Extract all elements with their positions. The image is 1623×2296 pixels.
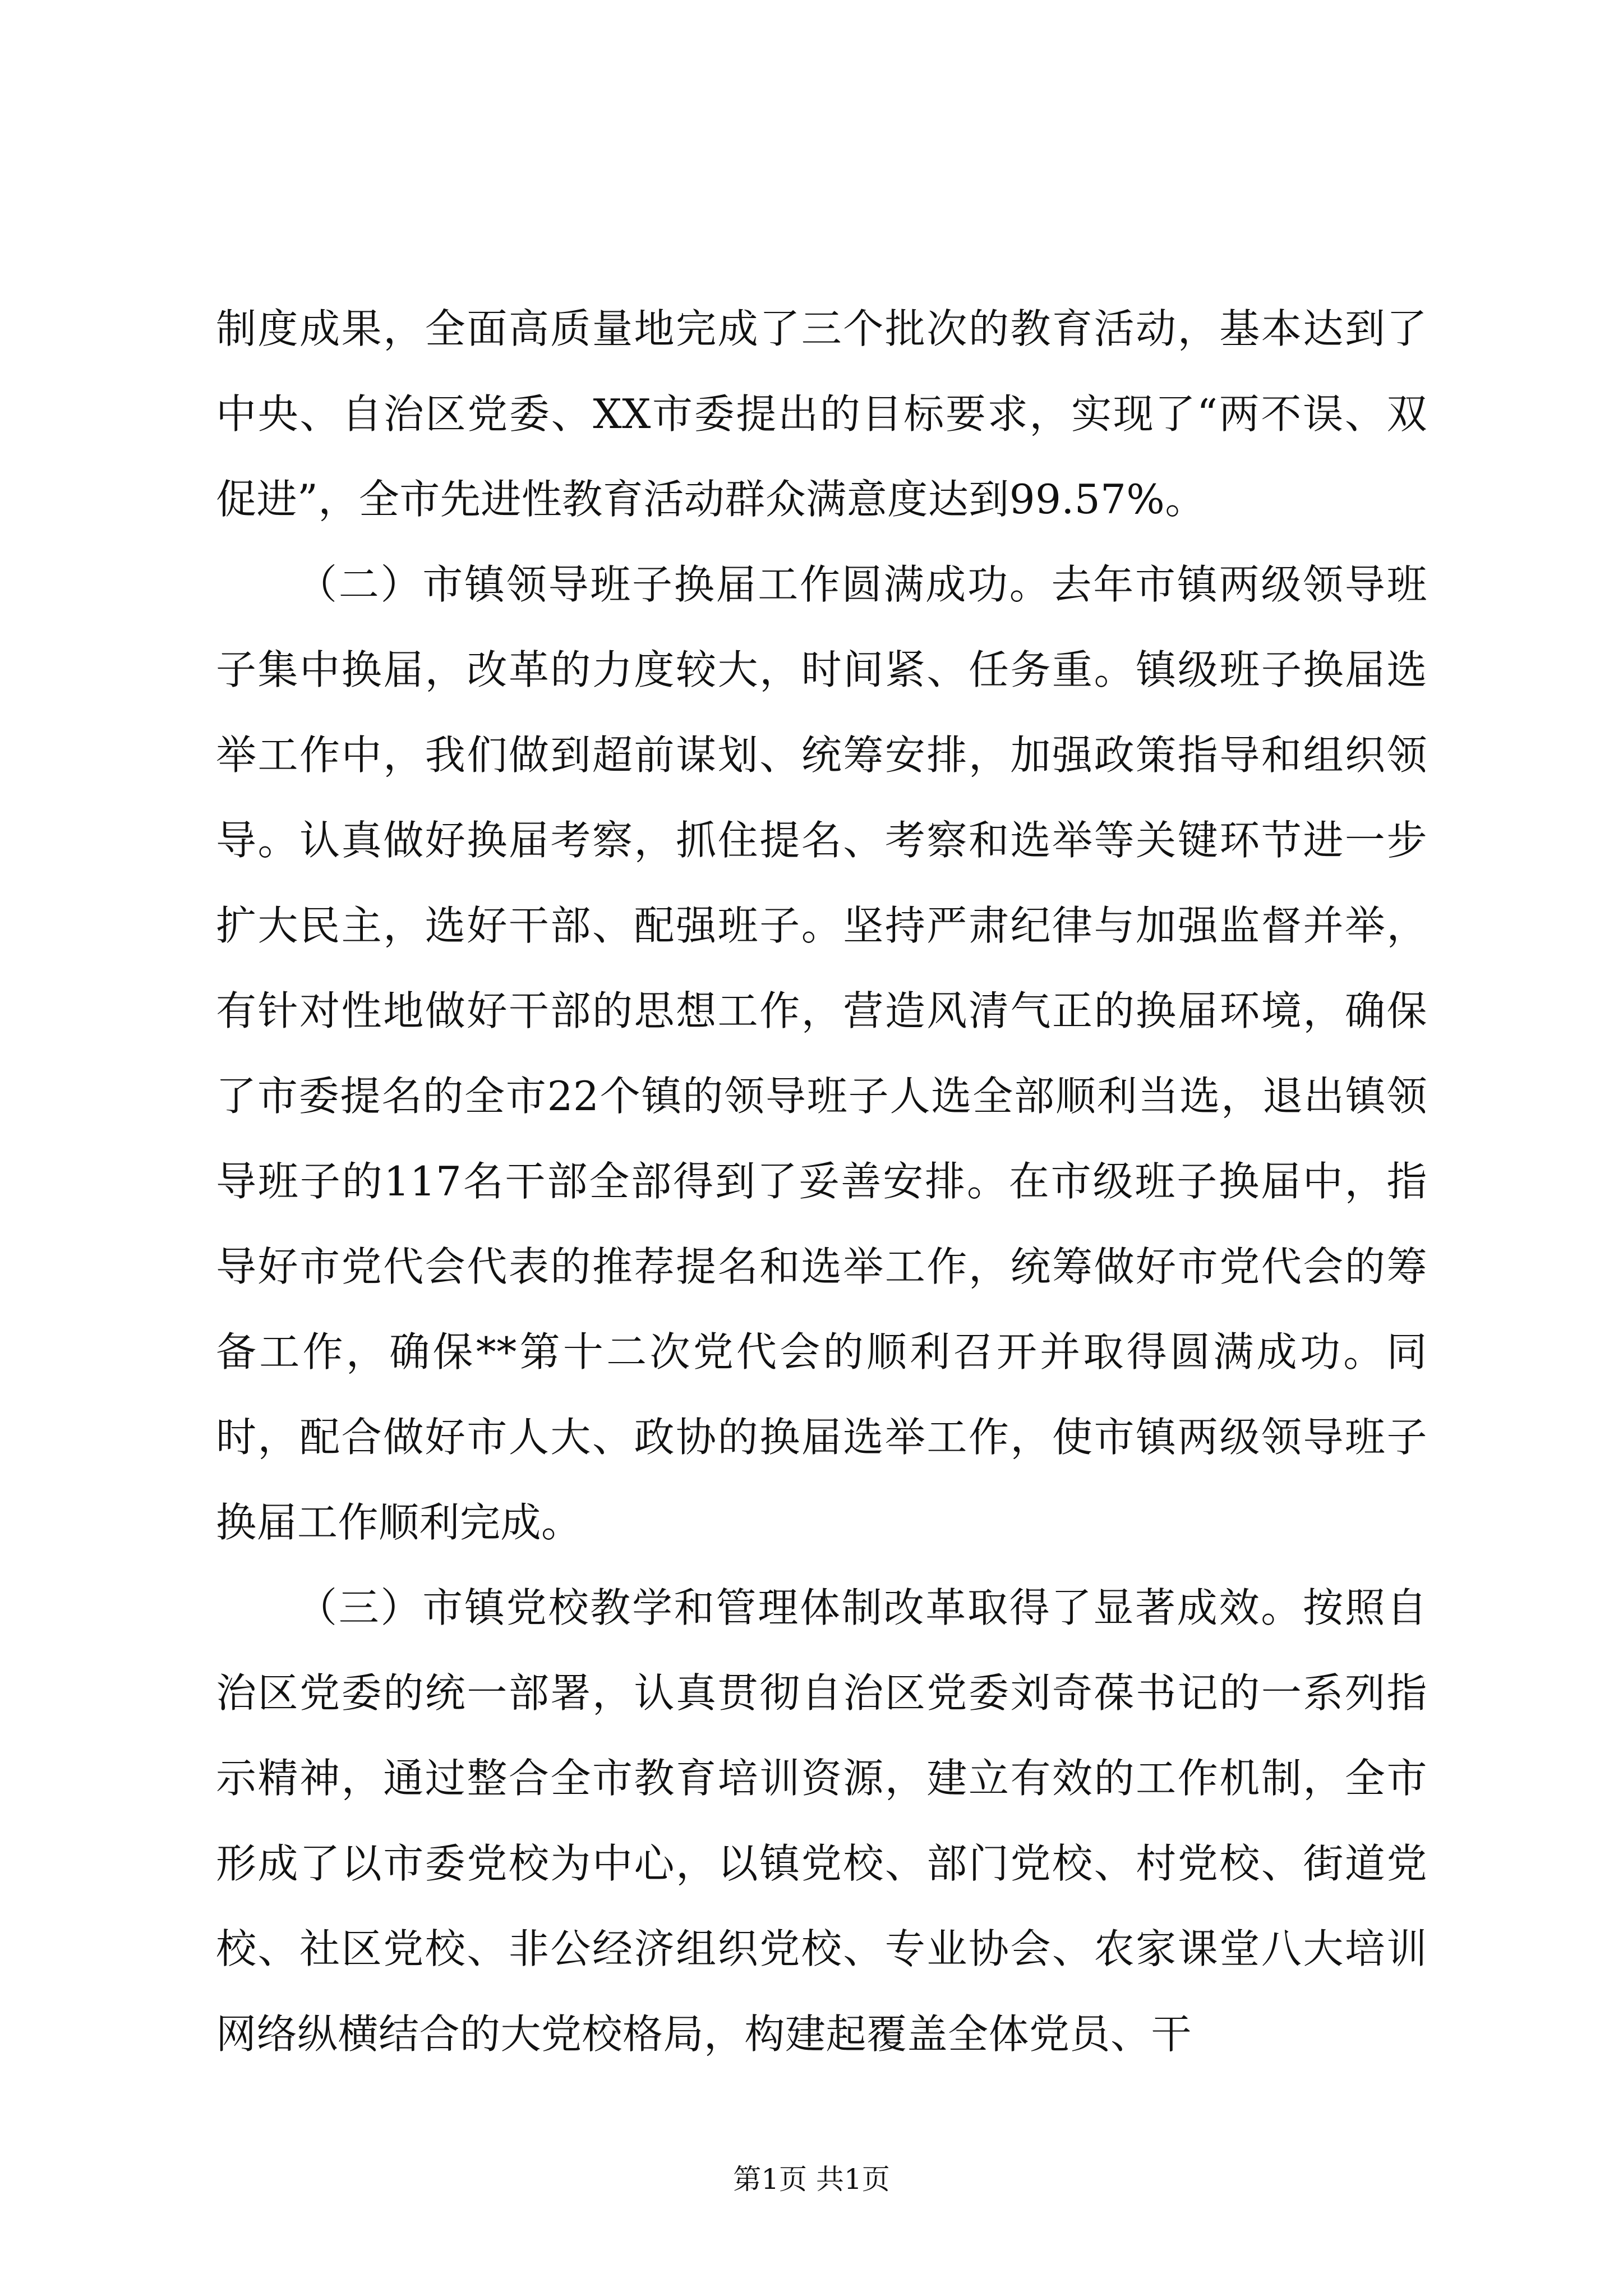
paragraph-leadership-election: （二）市镇领导班子换届工作圆满成功。去年市镇两级领导班子集中换届，改革的力度较大，时间紧、任务重。镇级班子换届选举工作中，我们做到超前谋划、统筹安排，加强政策指导和组织领导。认真做好换届考察，抓住提名、考察和选举等关键环节进一步扩大民主，选好干部、配强班子。坚持严肃纪律与加强监督并举，有针对性地做好干部的思想工作，营造风清气正的换届环境，确保了市委提名的全市22个镇的领导班子人选全部顺利当选，退出镇领导班子的117名干部全部得到了妥善安排。在市级班子换届中，指导好市党代会代表的推荐提名和选举工作，统筹做好市党代会的筹备工作，确保**第十二次党代会的顺利召开并取得圆满成功。同时，配合做好市人大、政协的换届选举工作，使市镇两级领导班子换届工作顺利完成。 <box>216 561 1427 1546</box>
document-body <box>216 286 1427 2077</box>
page-footer: 第1页 共1页 <box>733 2163 890 2196</box>
paragraph-continuation: 制度成果，全面高质量地完成了三个批次的教育活动，基本达到了中央、自治区党委、XX市委提出的目标要求，实现了“两不误、双促进”，全市先进性教育活动群众满意度达到99.57%。 <box>216 305 1427 523</box>
paragraph-party-school-reform: （三）市镇党校教学和管理体制改革取得了显著成效。按照自治区党委的统一部署，认真贯彻自治区党委刘奇葆书记的一系列指示精神，通过整合全市教育培训资源，建立有效的工作机制，全市形成了以市委党校为中心，以镇党校、部门党校、村党校、街道党校、社区党校、非公经济组织党校、专业协会、农家课堂八大培训网络纵横结合的大党校格局，构建起覆盖全体党员、干 <box>216 1584 1427 2058</box>
